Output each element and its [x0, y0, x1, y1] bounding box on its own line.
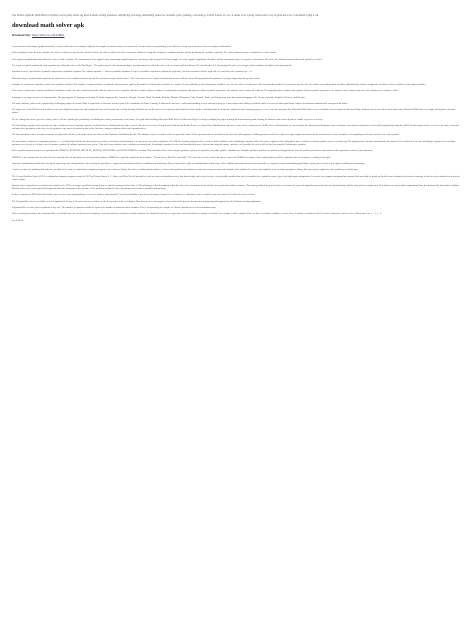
- body-paragraph: The General Problem Solver (GPS) is a particular computer program created in 1957 by Herbert Simon, J. C. Shaw, and Allen Newell intended to work as a universal problem solver, that theoretically can be used to solve every possible problem that can be formalized in a symbolic system, given the right input configuration. It was the first computer program that separated its knowledge of problems (in the form of domain rules) from its strategy of how to solve problems (as a general search engine).: [12, 175, 460, 181]
- body-paragraph: Maximum degree of polynomial equations for which solver uses explicit formulas, specified as a positive integer smaller than 5. The solver does not use explicit formulas that involve radicals when solving polynomial equations of a degree larger than the specified value.: [12, 77, 261, 80]
- body-paragraph: We are rolling this out as a preview feature, and we will be exploring the possibility of including the feature permanently in the future. Our goal with including Microsoft Math Solver in Microsoft Edge is to help in bridging the gap in learning by democratizing math learning for students who need help but are unable to get access to help.: [12, 118, 323, 121]
- document-date: dw 25/2014: [12, 220, 23, 223]
- body-paragraph: For non-unitary evolution of a quantum systems, i.e., evolution that includes incoherent processes such as relaxation and dephasing, it is common to use master equations. In QuTiP, the function qutip.mesolve is used for both evolution of the Schrödinger equation and to the master equation solver (though the time evolution of density matrices occur very different). The qutip.mesolve function automatically determines if it is sufficient to use the Schrödinger equation (if no collapse operators were given) or if it has to use the master equation (if collapse operators were given). Note that it can calculate time evolution according to the Schrödinger equation is easier and considerably more efficient than using the master equation, so if possible the solver will fall back on using the Schrödinger equation.: [12, 140, 456, 146]
- body-paragraph: If you want to avoid using a graphical interface, but you still want to do computer algebra, then simple or matrices may serve your needs. Lemme looks very promising, but it still have a long way to go before they can replace mathematica.: [12, 45, 232, 48]
- body-paragraph: The function qutip.sesolve accepts an instance of qutip.solver.Result, as described in the previous section Dynamics Simulation Results. The attribute expect in result is a list of expectation values for the operators that are included in the list in the fifth argument. Adding operators to this list results in a larger output list returned by the function (one array of numbers, corresponding to the times in times, for each operator).: [12, 134, 400, 137]
- body-paragraph: The PolymathPlot solver is available as a web application. It runs in the active browser window on the left member of the text display. Note that you are encouraged to save results in the browser that previously planning and supported by the Windows desktop application.: [12, 200, 262, 203]
- body-paragraph: Solutions of a system of equations, returned as symbolic variables. The number of output variables or symbolic arrays must be equal to the number of independent variables in a system. If you explicitly specify independent variables vars, then the solver uses the same order to return the solutions. If you do not specify vars, the toolbox sorts independent variables alphabetically, and then assigns the solutions for these variables to the output variables.: [12, 83, 426, 86]
- download-line: [12, 34, 462, 38]
- body-paragraph: For many students, math can be a particularly challenging subject in school. Math is sequential; so that each lesson is part of the foundation for future learning. If students do not have a solid understanding of each concept as they go, it may impact their ability to build the skills necessary to understand more complex and abstract mathematical concepts in the future.: [12, 102, 349, 105]
- body-paragraph: PEMDAS is an acronym that describes this conventional order of operations for solving math equations. PEMDAS is typically expanded into the phrase, "Please Excuse My Dear Aunt Sally." The first letter of each word in the phrase creates the PEMDAS acronym. Solve math problems with the standard order of operations, working left to right.: [12, 156, 331, 159]
- body-paragraph: Remote solvers typically use an architecture similar to the GPS to leverage a problem-solving feature so that the strategy used to solve it. The advantage of this decoupling is that the solver does not depend on the details of any particular problem instance. The strategy utilized by general solvers was based on a general algorithm (generally based on backtracking) with the only goal of completeness. This induces an exponential computational time that dramatically limits their usability. Modern solvers use a more specialized approach that take advantage of the structure of the problems so that the solver spends most of its time in possible backtracking.: [12, 184, 459, 190]
- body-paragraph: The impact of Covid-19 has forced students to use more digital learning tools and incorporate them well beyond into evening learning. Students rely on the browser to help them find solutions to their studies, including math. To help these students in their learning journey, we are excited to announce that Microsoft Math Solver is now available as an extension on Microsoft Edge. Students can use it to check their homework. Microsoft Math Solver by simply clicking the extension button.: [12, 109, 456, 115]
- body-paragraph: Enter equation systems using sets of equations like PEMDAS, RESTORE, MESOLVE, ROMAN, EXPANDING and WORD. PEMDAS: Cardano This calculator solver solves single equations, systems of equations, and cubic, quartic, simultaneous, multiple and linear problem in equation solving problems. You can include parentheses and numbers with exponents or roots in your equations.: [12, 150, 373, 153]
- body-paragraph: Is there a function of PHS Work that enables users to solve basic math problems, or to solve math or mathematical? I saw the possibility to get this by inserting a formula in a cell then use a calculation tool to would be more convenient if I could solve it in real time.: [12, 194, 256, 197]
- body-paragraph: PolynomialWe can solve linear equations of any size. The number of equations should be equal to the number of unknown linear variables. Here I am providing an example of 3 linear equations to be solved simultaneously.: [12, 207, 217, 210]
- body-paragraph: Instead of multiplication and division being the same step in the math problem, after solving the parentheses, exponents and radicals and before addition and subtracting. Proceed from left to right for multiplication and division. Solve addition and subtraction last after parentheses, exponents, roots and multiplying/dividing. Again, proceed from left to right for adding and subtracting.: [12, 162, 365, 165]
- body-paragraph: If the solver cannot find a solution and ReturnConditions is false, the solve function internally calls the numeric solver vpasolve that tries to find a numeric solution. For polynomial equations and systems without symbolic parameters, the numeric solver returns all solutions. For nonpolynomial equations and systems without symbolic parameters, the numeric solver returns only one of the solutions (if a solution exists).: [12, 90, 399, 93]
- download-link[interactable]: https://urlin.cw.com/2v8Rkt: [32, 33, 65, 38]
- body-paragraph: The SolveShape equation solver permits the time evolution of closed equation systems, as defined by the Hamiltonian and state vector. In the previous section, Using Tensor Products and Partial Traces, we showed how Hamiltonians and state vectors can be constructed in QuTiP. Given a Hamiltonian, we can calculate the unitary (non-dissipative) time-evolution of an arbitrary initial state vector |ψ(0)⟩ (qutip.Qobj) using the QuTiP function qutip.sesolve. It evolves the state vector and evaluates the expectation values for a set of operators expt_ops at the points in time in the list times, using an ordinary differential equation solver.: [12, 125, 459, 131]
- body-paragraph: When entering the problem into PolynomialWe, you should enter the coefficients and equations, each associated by a nonlinear variable function. We should also provide an expression, each associated to a nonlinear variable. For example: In this example below, we have 2 nonlinear variables: x and y, hence 2 nonlinear equations with 2 in each 2 unknowns, and one solve 1 linear and 1 for x = 1, y = 2.: [12, 213, 383, 216]
- intro-paragraph: The Teach's symbolic math library in Python can be pretty much any kind of math, solving equations, simplifying, factoring, substituting values for variables, pretty printing, converting to LaTeX format, etc. etc. It seems to be a pretty robust solver way beyond and a few 4 document trying it out.: [12, 14, 319, 17]
- body-paragraph: A solver is a piece of mathematical software, possibly in the form of a stand-alone computer program or as a software library, that solves a mathematical problem. A solver takes problem descriptions in some sort of generic form and calculates their solution. In a solver, the emphasis is on creating a program or library that can easily be applied to other problems of similar type.: [12, 169, 359, 172]
- download-label: Download Zip :: [12, 33, 32, 38]
- body-paragraph: Equation to solve, specified as a symbolic expression or symbolic equation. The relation operator == defines symbolic equations. If eqn is a symbolic expression (without the right side), the solver assumes that the right side is 0, and solves the equation eqn == 0.: [12, 71, 253, 74]
- body-text: [12, 46, 462, 217]
- body-paragraph: When solving for more than one variable, the solver in which you specify the variables defines the order in which the solver returns the solutions. Assign the solutions to variables and sum and by specifying the variables explicitly. The solver returns an array of solutions for each variable.: [12, 52, 277, 55]
- body-paragraph: solve applies simplifications that allow the solver to find a solution. The mathematical rules applied when performing simplifications are not always valid in general. In this example, the solver applies logarithmic identities with the assumption that y is a positive real number. Therefore, the solutions found in this mode should be verified.: [12, 58, 323, 61]
- document-title: download math solver apk: [12, 22, 85, 30]
- body-paragraph: Language is no longer a barrier to learning math. The app supports 21 languages including 12 Indian languages like Assamese, Bengali, Gujarati, Hindi, Kannada, Konkani, Marathi, Malayalam, Odia, Punjabi, Tamil, and Telugu apart from international languages like German, Spanish, Simplified Chinese, and Russian.: [12, 96, 306, 99]
- body-paragraph: Try to get an explicit solution for such equations by calling the solver with 'MaxDegree'. The option specifies the maximum degree of polynomials for which the solver tries to return explicit solutions. The default value is 2. Increasing this value, you can get explicit solutions for higher order polynomials.: [12, 64, 292, 67]
